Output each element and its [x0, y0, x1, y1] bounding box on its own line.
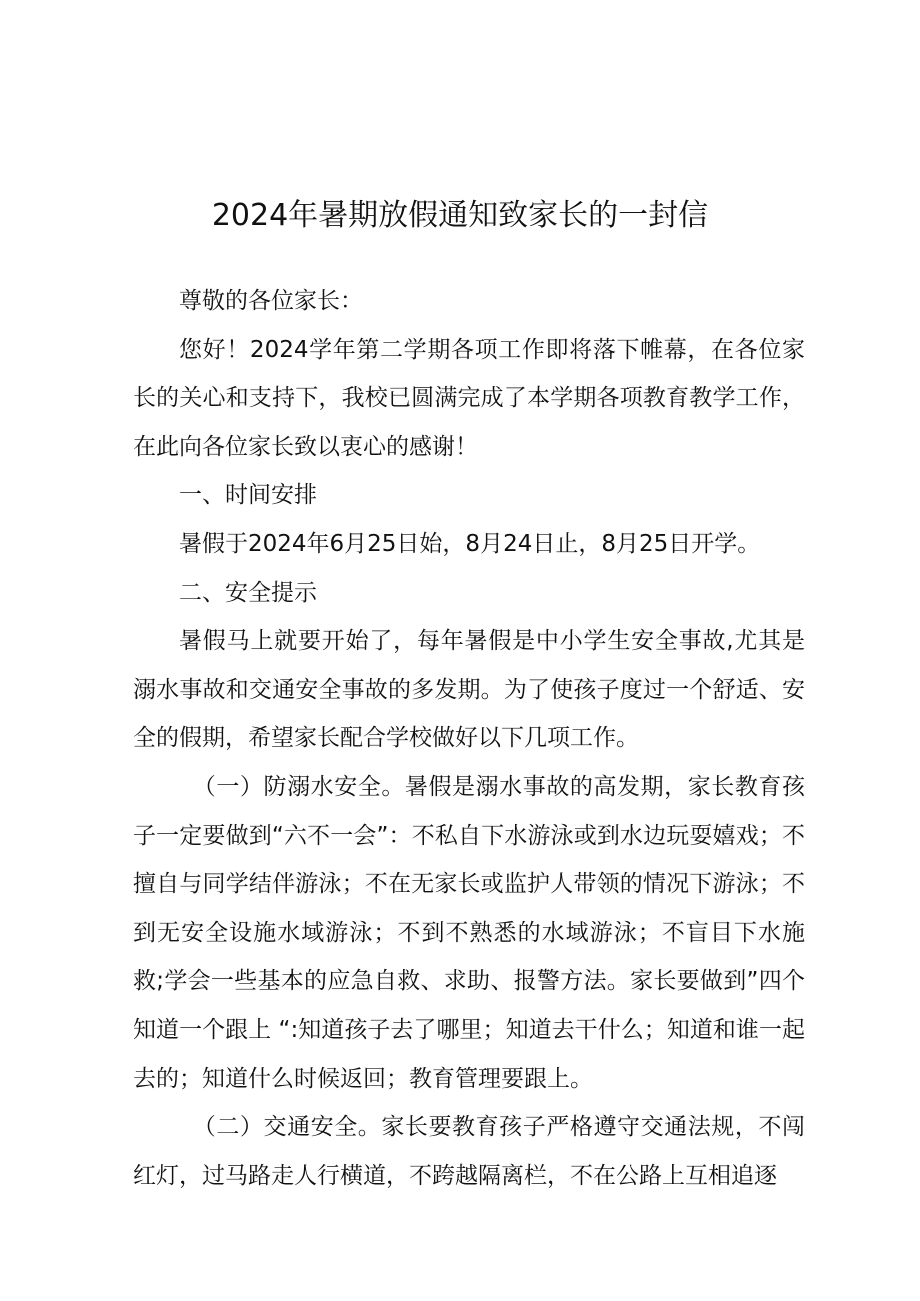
greeting-paragraph: 您好！2024学年第二学期各项工作即将落下帷幕，在各位家长的关心和支持下，我校已圆满完成了本学期各项教育教学工作，在此向各位家长致以衷心的感谢！ — [133, 336, 805, 460]
traffic-safety-paragraph: （二）交通安全。家长要教育孩子严格遵守交通法规，不闯红灯，过马路走人行横道，不跨越隔离栏，不在公路上互相追逐 — [133, 1114, 805, 1189]
section-heading-safety: 二、安全提示 — [179, 579, 317, 606]
document-title: 2024年暑期放假通知致家长的一封信 — [211, 198, 709, 234]
section-heading-schedule: 一、时间安排 — [179, 482, 317, 509]
drowning-safety-paragraph: （一）防溺水安全。暑假是溺水事故的高发期，家长教育孩子一定要做到“六不一会”：不私自下水游泳或到水边玩耍嬉戏；不擅自与同学结伴游泳；不在无家长或监护人带领的情况下游泳；不到无安全设施水域游泳；不到不熟悉的水域游泳；不盲目下水施救;学会一些基本的应急自救、求助、报警方法。家长要做到”四个知道一个跟上 “:知道孩子去了哪里；知道去干什么；知道和谁一起去的；知道什么时候返回；教育管理要跟上。 — [133, 773, 805, 1092]
safety-intro-paragraph: 暑假马上就要开始了，每年暑假是中小学生安全事故,尤其是溺水事故和交通安全事故的多发期。为了使孩子度过一个舒适、安全的假期，希望家长配合学校做好以下几项工作。 — [133, 628, 805, 752]
schedule-paragraph: 暑假于2024年6月25日始，8月24日止，8月25日开学。 — [179, 530, 761, 557]
salutation: 尊敬的各位家长： — [179, 288, 363, 314]
letter-body — [133, 277, 805, 1200]
